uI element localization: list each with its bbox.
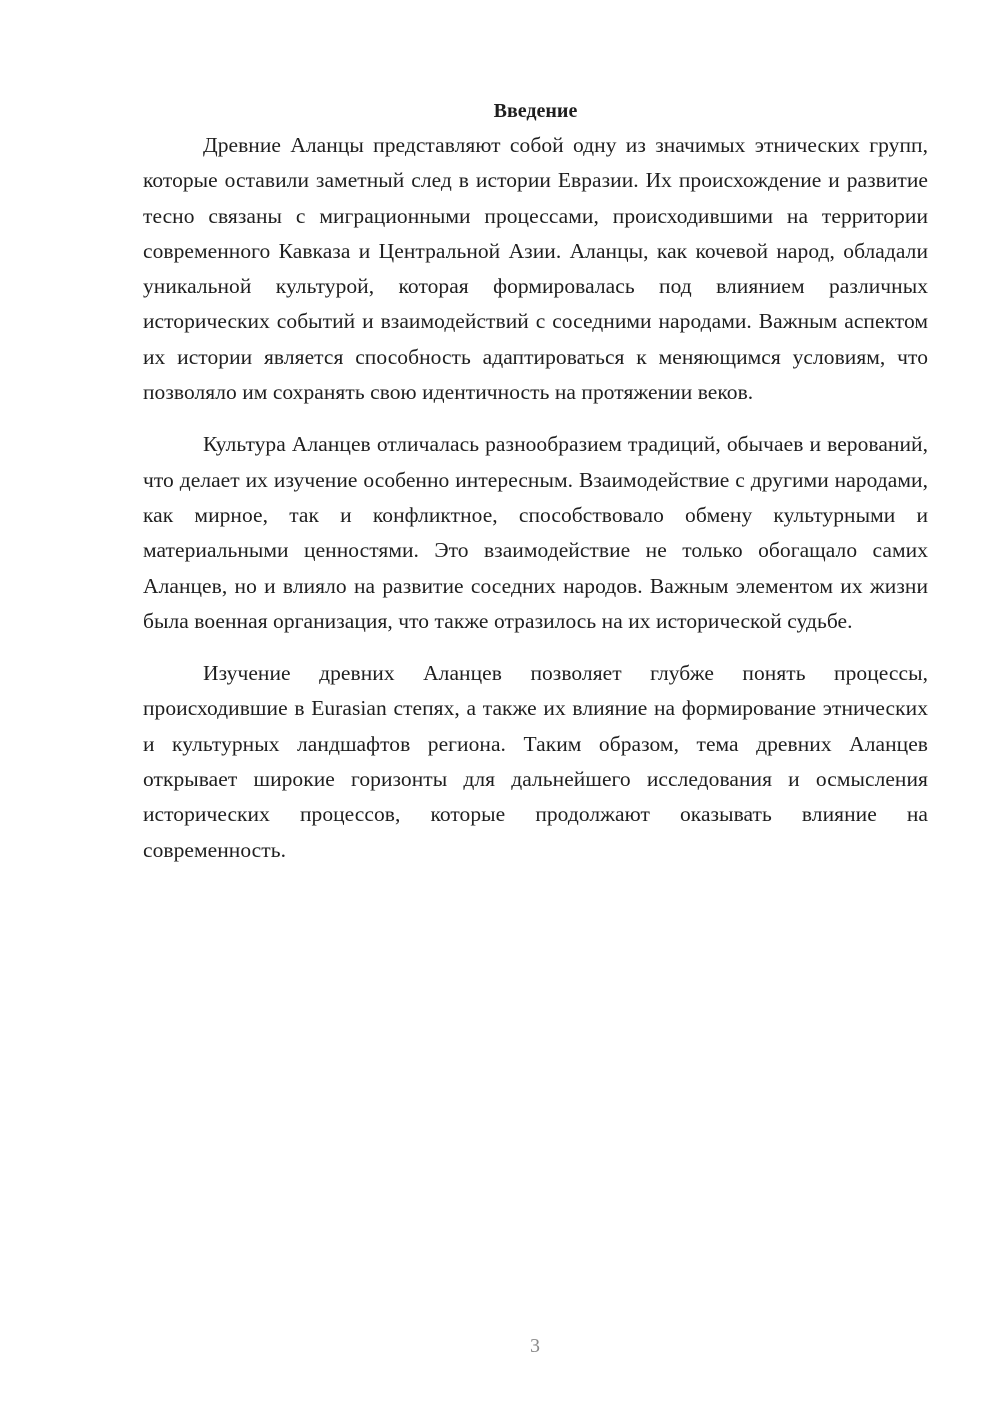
section-title: Введение [493, 100, 578, 122]
paragraph-3: Изучение древних Аланцев позволяет глубже понять процессы, происходившие в Eurasian степях, а также их влияние на формирование этнических и культурных ландшафтов региона. Таким образом, тема древних Аланцев открывает широкие горизонты для дальнейшего исследования и осмысления исторических процессов, которые продолжают оказывать влияние на современность. [143, 661, 928, 862]
page-number: 3 [530, 1335, 540, 1357]
paragraph-1: Древние Аланцы представляют собой одну из значимых этнических групп, которые оставили заметный след в истории Евразии. Их происхождение и развитие тесно связаны с миграционными процессами, происходившими на территории современного Кавказа и Центральной Азии. Аланцы, как кочевой народ, обладали уникальной культурой, которая формировалась под влиянием различных исторических событий и взаимодействий с соседними народами. Важным аспектом их истории является способность адаптироваться к меняющимся условиям, что позволяло им сохранять свою идентичность на протяжении веков. [143, 133, 928, 405]
paragraph-2: Культура Аланцев отличалась разнообразием традиций, обычаев и верований, что делает их изучение особенно интересным. Взаимодействие с другими народами, как мирное, так и конфликтное, способствовало обмену культурными и материальными ценностями. Это взаимодействие не только обогащало самих Аланцев, но и влияло на развитие соседних народов. Важным элементом их жизни была военная организация, что также отразилось на их исторической судьбе. [143, 432, 928, 633]
page-content [143, 96, 928, 885]
